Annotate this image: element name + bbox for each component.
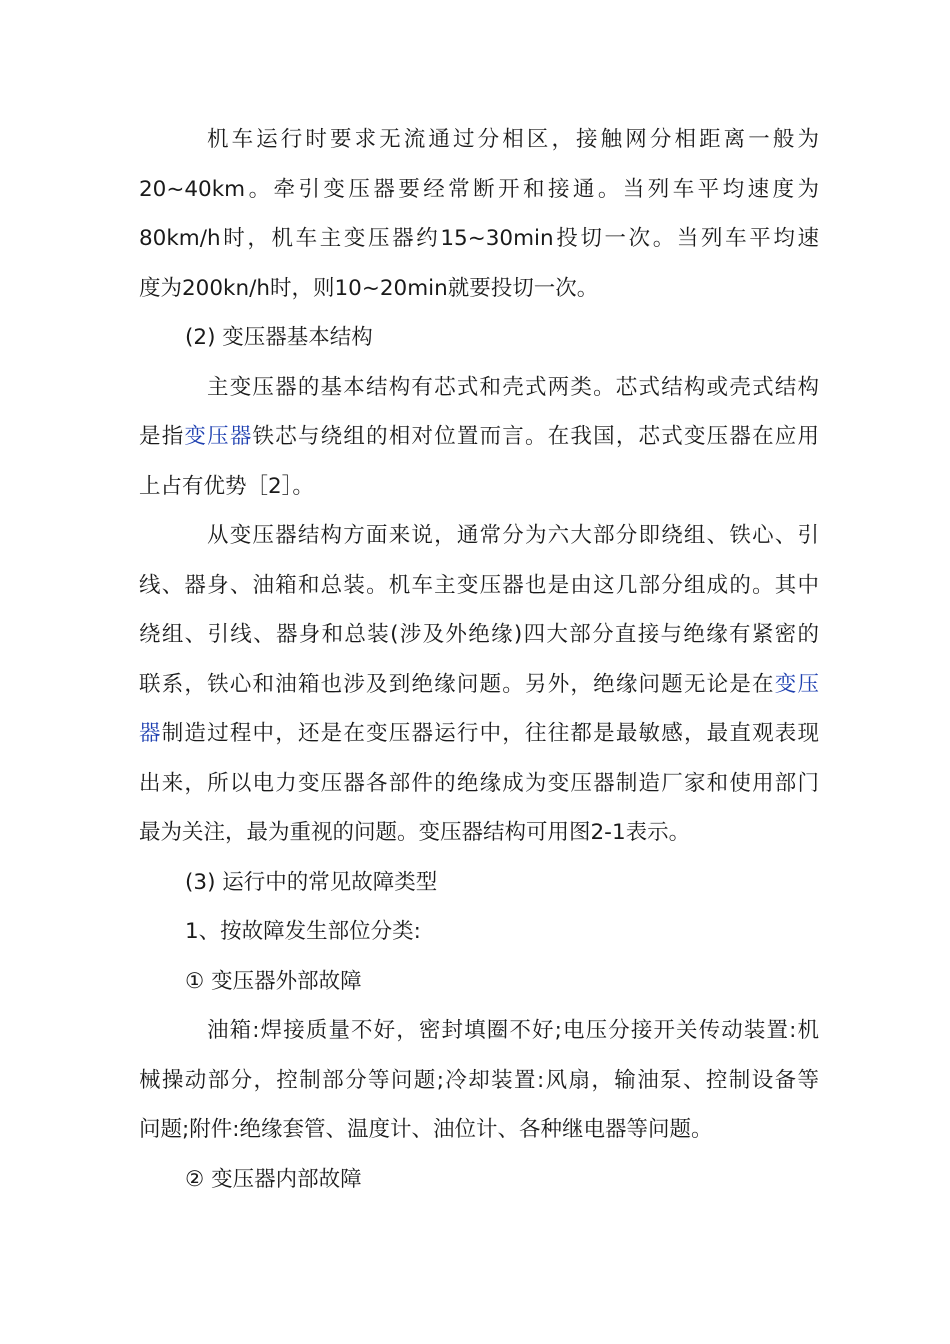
text-line: 80km/h时，机车主变压器约15~30min投切一次。当列车平均速 (139, 226, 819, 251)
subheading-by-location: 1、按故障发生部位分类: (185, 919, 421, 944)
text-line: 上占有优势［2］。 (139, 473, 314, 499)
text-line: 械操动部分，控制部分等问题;冷却装置:风扇，输油泵、控制设备等 (139, 1067, 819, 1093)
paragraph-external-faults (139, 1006, 819, 1155)
text-line: 最为关注，最为重视的问题。变压器结构可用图2-1表示。 (139, 820, 691, 845)
text-segment: 联系，铁心和油箱也涉及到绝缘问题。另外，绝缘问题无论是在 (139, 671, 775, 697)
text-line (139, 709, 819, 759)
subheading-external-fault: ① 变压器外部故障 (185, 968, 362, 994)
transformer-link[interactable]: 变压 (774, 671, 819, 697)
text-line: 油箱:焊接质量不好，密封填圈不好;电压分接开关传动装置:机 (207, 1018, 819, 1043)
text-line: 度为200kn/h时，则10~20min就要投切一次。 (139, 275, 599, 301)
text-line: 20~40km。牵引变压器要经常断开和接通。当列车平均速度为 (139, 176, 819, 202)
text-line: 从变压器结构方面来说，通常分为六大部分即绕组、铁心、引 (207, 523, 819, 548)
transformer-link[interactable]: 器 (139, 721, 162, 746)
text-segment: 铁芯与绕组的相对位置而言。在我国，芯式变压器在应用 (252, 424, 819, 449)
paragraph-structure-parts (139, 511, 819, 858)
document-body (139, 115, 819, 1204)
text-line (139, 660, 819, 710)
transformer-link[interactable]: 变压器 (184, 424, 253, 449)
section-heading-fault-types: (3) 运行中的常见故障类型 (185, 869, 438, 895)
text-line: 绕组、引线、器身和总装(涉及外绝缘)四大部分直接与绝缘有紧密的 (139, 622, 819, 647)
subheading-internal-fault: ② 变压器内部故障 (185, 1166, 362, 1192)
paragraph-phase-separation (139, 115, 819, 313)
text-line: 主变压器的基本结构有芯式和壳式两类。芯式结构或壳式结构 (207, 374, 819, 400)
text-line (139, 412, 819, 462)
text-segment: 制造过程中，还是在变压器运行中，往往都是最敏感，最直观表现 (161, 721, 819, 746)
paragraph-core-shell (139, 363, 819, 512)
text-line: 机车运行时要求无流通过分相区，接触网分相距离一般为 (207, 127, 819, 152)
text-line: 出来，所以电力变压器各部件的绝缘成为变压器制造厂家和使用部门 (139, 770, 819, 796)
text-line: 问题;附件:绝缘套管、温度计、油位计、各种继电器等问题。 (139, 1117, 713, 1142)
text-line: 线、器身、油箱和总装。机车主变压器也是由这几部分组成的。其中 (139, 572, 819, 598)
text-segment: 是指 (139, 424, 185, 449)
section-heading-basic-structure: (2) 变压器基本结构 (185, 325, 373, 350)
